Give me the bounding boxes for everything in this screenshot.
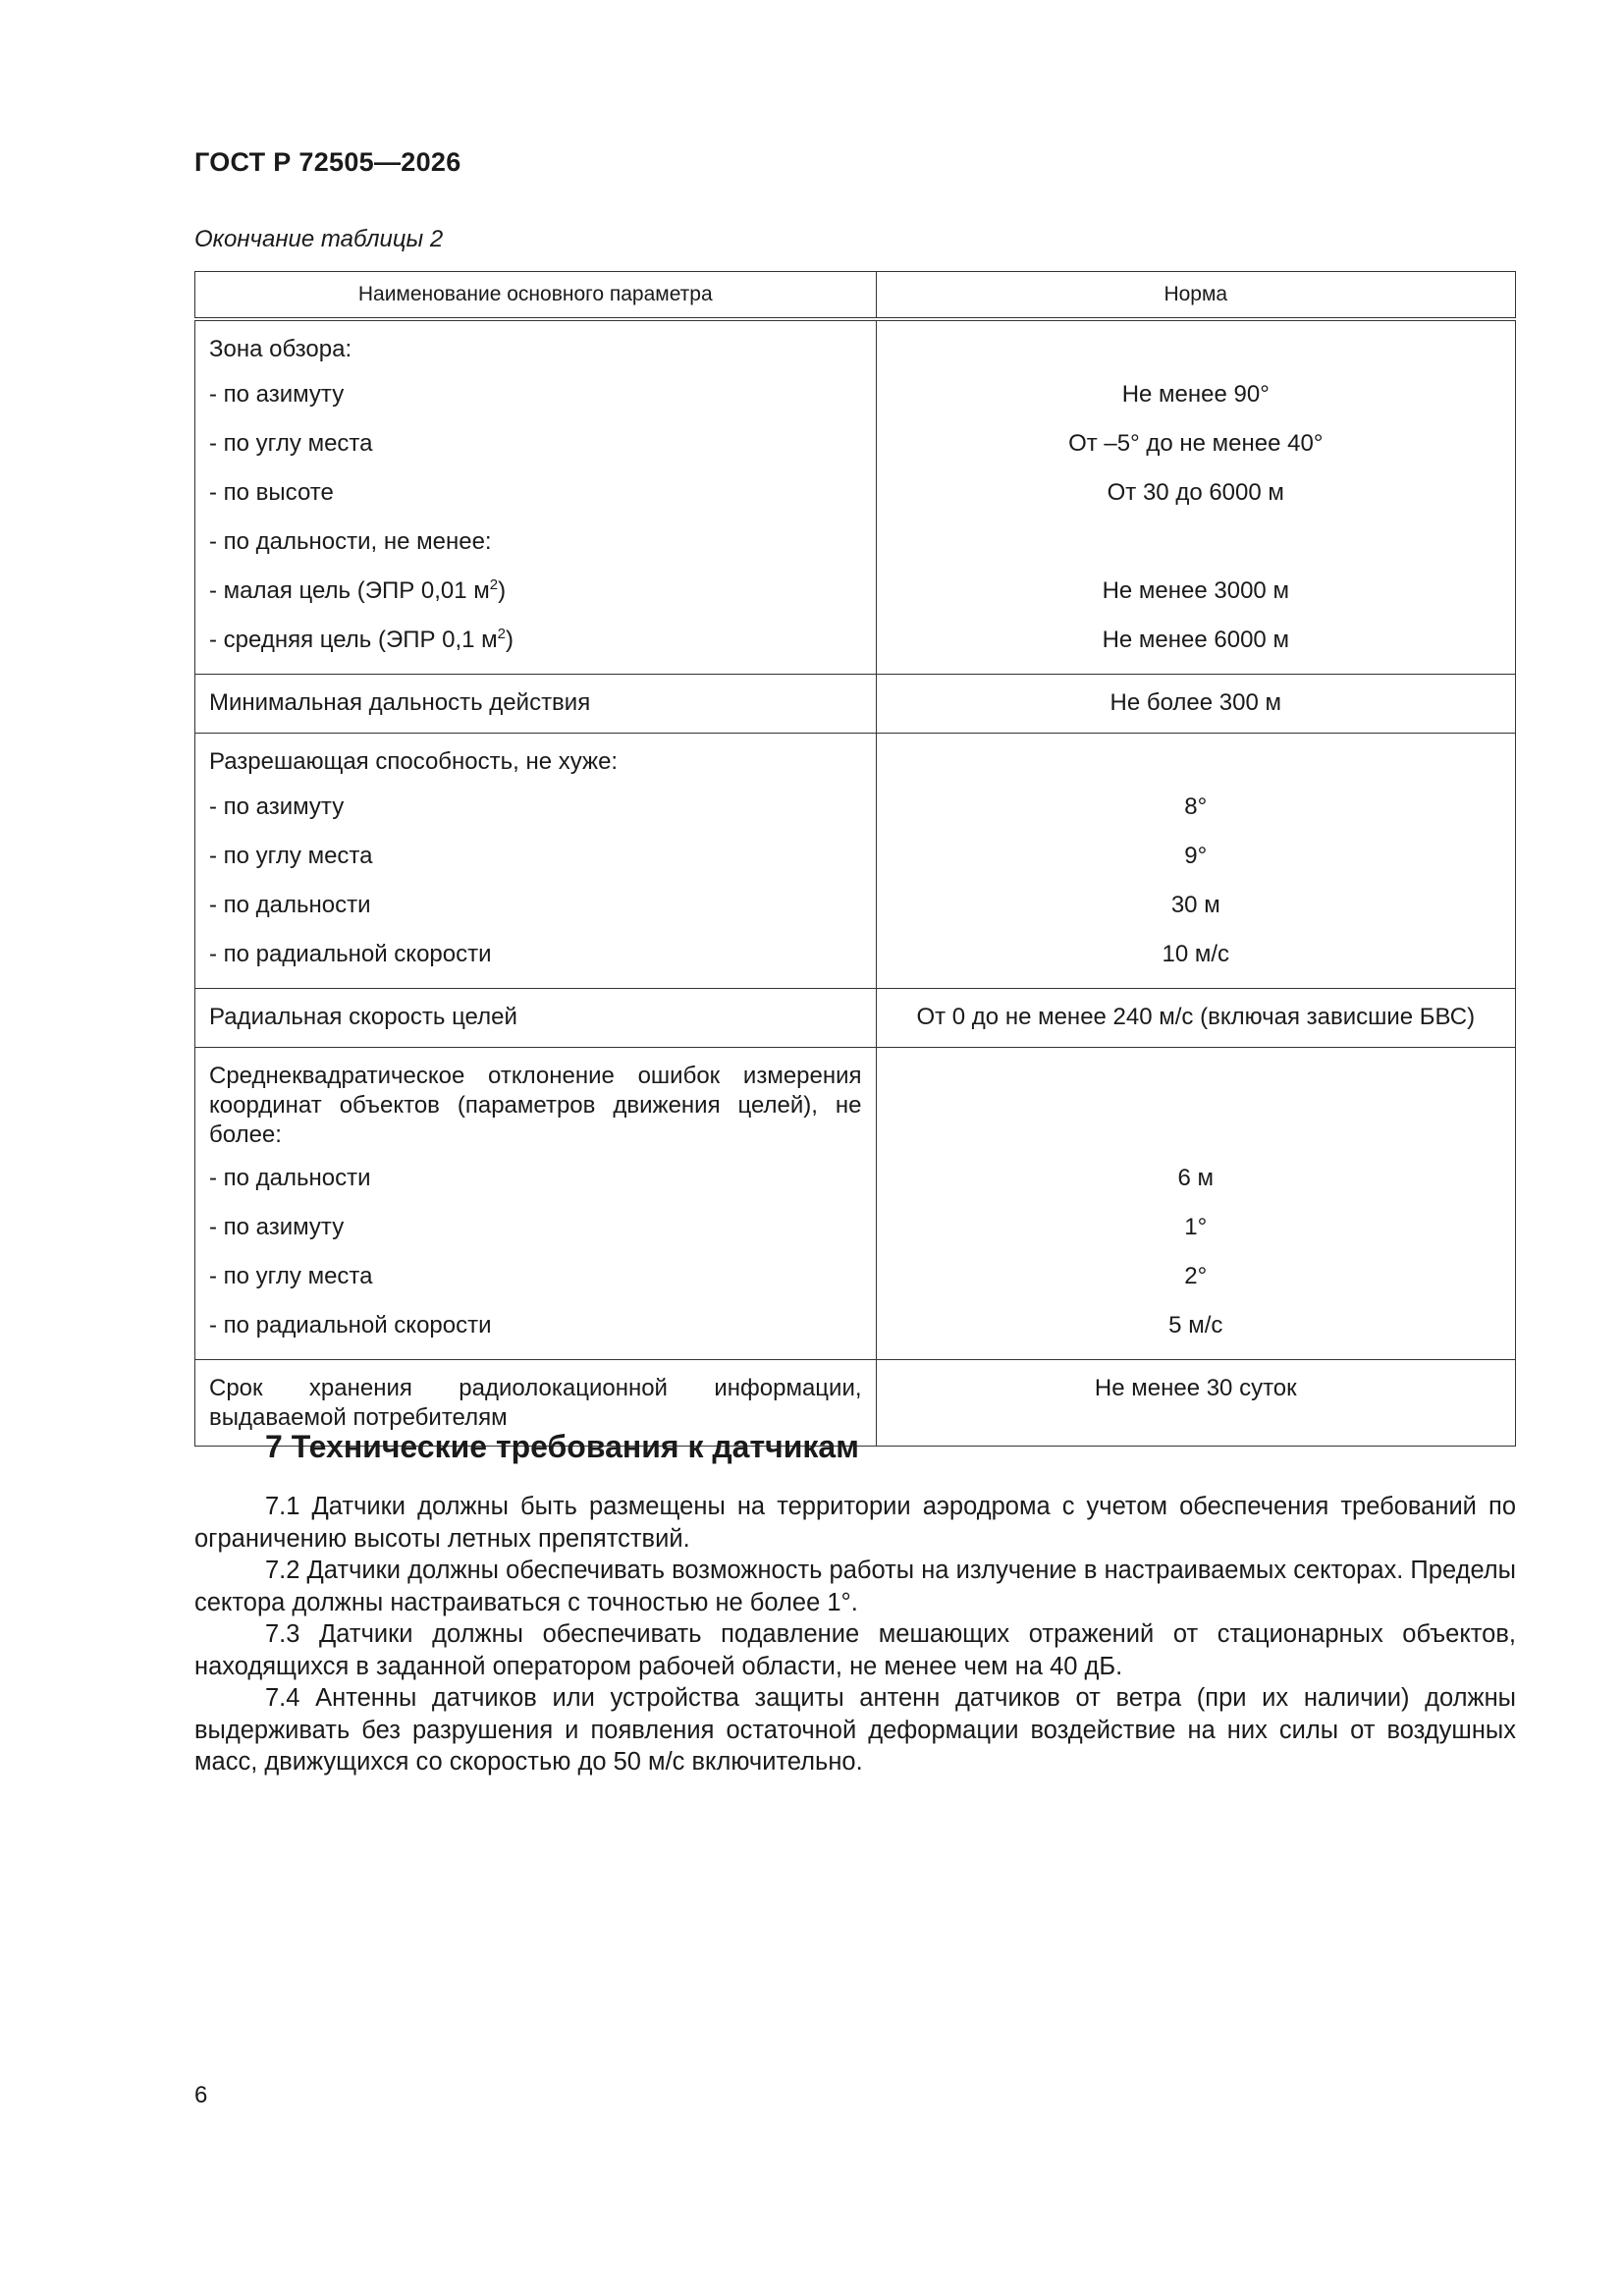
parameter-line: - по углу места — [209, 843, 373, 869]
norm-line: От 0 до не менее 240 м/с (включая зависшие БВС) — [916, 1004, 1476, 1030]
norm-line — [891, 741, 1501, 783]
page-number: 6 — [194, 2082, 208, 2108]
norm-line: 6 м — [1177, 1165, 1215, 1191]
table-row — [195, 675, 1516, 734]
norm-cell — [876, 734, 1515, 989]
parameter-line: - по дальности — [209, 1165, 371, 1191]
parameter-cell — [195, 675, 877, 734]
norm-line: Не менее 90° — [1121, 381, 1270, 408]
paragraph: 7.2 Датчики должны обеспечивать возможность работы на излучение в настраиваемых секторах. Пределы сектора должны настраиваться с точностью не более 1°. — [194, 1557, 1516, 1616]
norm-line: Не менее 6000 м — [1102, 627, 1289, 653]
parameter-intro: Срок хранения радиолокационной информации, выдаваемой потребителям — [209, 1375, 862, 1431]
close-paren: ) — [498, 577, 507, 604]
close-paren: ) — [506, 627, 514, 653]
norm-cell — [876, 675, 1515, 734]
norm-cell — [876, 989, 1515, 1048]
parameter-line: - по радиальной скорости — [209, 1312, 492, 1339]
parameter-line: Минимальная дальность действия — [209, 689, 591, 716]
norm-line: Не менее 3000 м — [1102, 577, 1289, 604]
table-row — [195, 734, 1516, 989]
parameter-line: - по радиальной скорости — [209, 941, 492, 967]
parameter-line: - по дальности — [209, 892, 371, 918]
parameter-cell — [195, 319, 877, 675]
section-title: 7 Технические требования к датчикам — [265, 1429, 859, 1464]
parameter-line-text: - малая цель (ЭПР 0,01 м — [209, 577, 490, 604]
parameter-line: - по углу места — [209, 1263, 373, 1289]
paragraph: 7.4 Антенны датчиков или устройства защиты антенн датчиков от ветра (при их наличии) должны выдерживать без разрушения и появления остаточной деформации воздействие на них силы от воздушных масс, движущихся со скоростью до 50 м/с включительно. — [194, 1684, 1516, 1776]
table-row — [195, 319, 1516, 675]
parameters-table — [194, 271, 1516, 1447]
table-header-row — [195, 272, 1516, 320]
parameter-cell — [195, 989, 877, 1048]
parameter-line: Зона обзора: — [209, 336, 352, 362]
parameter-line: Разрешающая способность, не хуже: — [209, 748, 619, 775]
norm-line: 30 м — [1170, 892, 1220, 918]
parameter-line — [209, 616, 862, 665]
parameter-intro: Среднеквадратическое отклонение ошибок измерения координат объектов (параметров движения целей), не более: — [209, 1063, 862, 1148]
norm-line: От –5° до не менее 40° — [1068, 430, 1324, 457]
norm-line: Не менее 30 суток — [1094, 1375, 1297, 1401]
parameter-line: - по дальности, не менее: — [209, 528, 492, 555]
parameter-line — [209, 567, 862, 616]
norm-line: 8° — [1184, 793, 1208, 820]
table-row — [195, 1048, 1516, 1360]
column-header-parameter: Наименование основного параметра — [195, 272, 877, 320]
norm-line: От 30 до 6000 м — [1107, 479, 1284, 506]
norm-line: 5 м/с — [1168, 1312, 1223, 1339]
column-header-norm: Норма — [876, 272, 1515, 320]
parameter-line: - по азимуту — [209, 793, 345, 820]
paragraph: 7.1 Датчики должны быть размещены на территории аэродрома с учетом обеспечения требований по ограничению высоты летных препятствий. — [194, 1493, 1516, 1553]
norm-line: 1° — [1184, 1214, 1208, 1240]
norm-line: 9° — [1184, 843, 1208, 869]
table-row — [195, 989, 1516, 1048]
norm-line: 10 м/с — [1162, 941, 1230, 967]
section-body — [194, 1491, 1516, 1778]
parameter-cell — [195, 1048, 877, 1360]
document-header: ГОСТ Р 72505—2026 — [194, 147, 461, 177]
superscript: 2 — [497, 626, 506, 642]
norm-line — [891, 518, 1501, 567]
norm-line: 2° — [1184, 1263, 1208, 1289]
norm-cell — [876, 319, 1515, 675]
parameter-line: - по углу места — [209, 430, 373, 457]
parameter-line: Радиальная скорость целей — [209, 1004, 517, 1030]
parameter-cell — [195, 734, 877, 989]
parameter-line: - по высоте — [209, 479, 334, 506]
norm-cell — [876, 1360, 1515, 1447]
norm-line: Не более 300 м — [1109, 689, 1282, 716]
norm-spacer — [891, 1056, 1501, 1154]
parameter-line: - по азимуту — [209, 1214, 345, 1240]
norm-line — [891, 329, 1501, 370]
norm-cell — [876, 1048, 1515, 1360]
superscript: 2 — [489, 576, 499, 593]
parameter-line-text: - средняя цель (ЭПР 0,1 м — [209, 627, 498, 653]
paragraph: 7.3 Датчики должны обеспечивать подавление мешающих отражений от стационарных объектов, находящихся в заданной оператором рабочей области, не менее чем на 40 дБ. — [194, 1620, 1516, 1680]
parameter-line: - по азимуту — [209, 381, 345, 408]
table-caption: Окончание таблицы 2 — [194, 226, 444, 252]
